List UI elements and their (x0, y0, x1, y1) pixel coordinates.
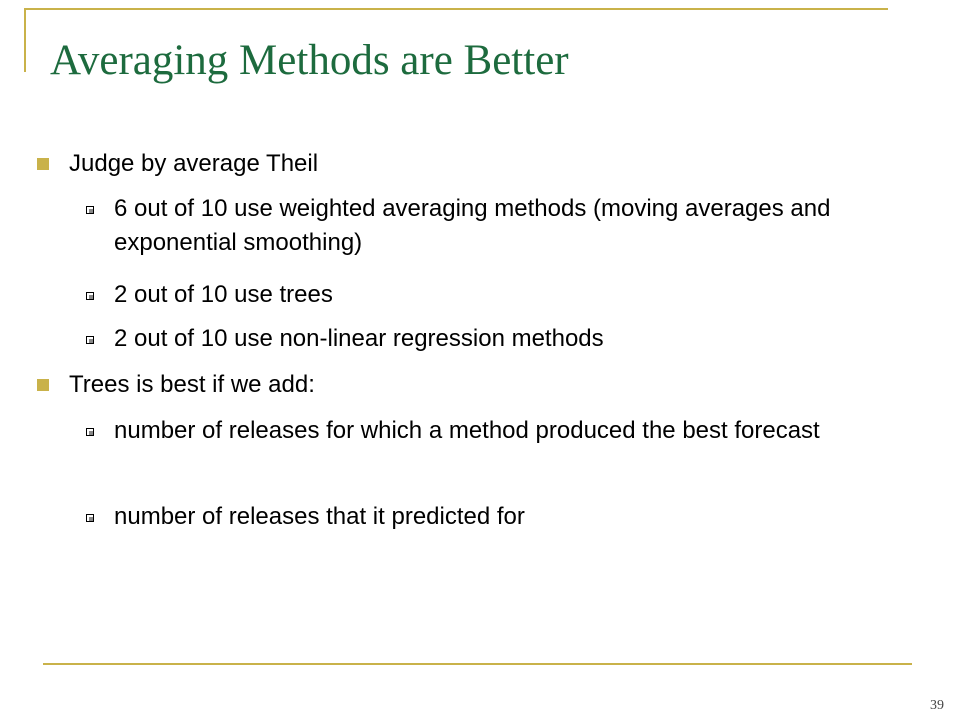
page-number: 39 (930, 698, 944, 713)
hollow-square-bullet-icon (86, 206, 94, 214)
hollow-square-bullet-icon (86, 428, 94, 436)
slide-title: Averaging Methods are Better (50, 37, 569, 84)
left-rule (24, 8, 26, 72)
hollow-square-bullet-icon (86, 336, 94, 344)
hollow-square-bullet-icon (86, 514, 94, 522)
bullet-text: Trees is best if we add: (69, 371, 315, 398)
bullet-text: 2 out of 10 use non-linear regression methods (114, 325, 604, 352)
bullet-text: Judge by average Theil (69, 150, 319, 177)
bottom-rule (43, 663, 912, 665)
bullet-text: number of releases for which a method produced the best forecast (114, 417, 820, 444)
square-bullet-icon (37, 158, 49, 170)
bullet-text: 2 out of 10 use trees (114, 281, 333, 308)
square-bullet-icon (37, 379, 49, 391)
bullet-text: 6 out of 10 use weighted averaging methods (moving averages and exponential smoothing) (114, 195, 831, 256)
hollow-square-bullet-icon (86, 292, 94, 300)
top-rule (24, 8, 888, 10)
bullet-text: number of releases that it predicted for (114, 503, 525, 530)
